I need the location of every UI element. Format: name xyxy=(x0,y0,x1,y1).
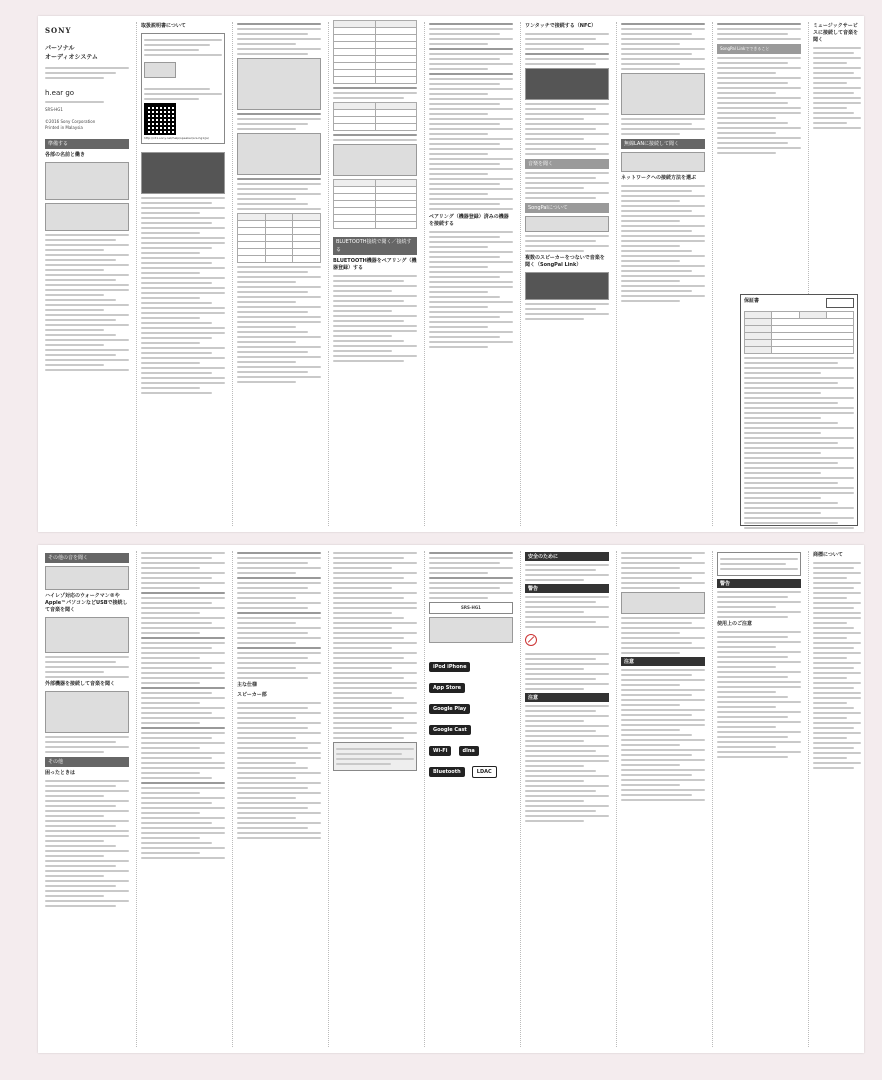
speaker-diagram-top xyxy=(45,203,129,231)
songpal-diagram xyxy=(525,216,609,232)
section-parts: 各部の名前と働き xyxy=(45,152,86,158)
app-store-badge: App Store xyxy=(429,683,465,693)
power-button-diagram xyxy=(237,133,321,175)
section-bt-pair: BLUETOOTH機器をペアリング（機器登録）する xyxy=(333,258,417,271)
usb-diagram xyxy=(45,617,129,653)
bluetooth-badge: Bluetooth xyxy=(429,767,465,777)
setup-column xyxy=(234,16,324,532)
warning-bar-2: 警告 xyxy=(717,579,801,588)
google-cast-badge: Google Cast xyxy=(429,725,471,735)
printed-in: Printed in Malaysia xyxy=(45,125,83,130)
model-code: SRS-HG1 xyxy=(45,107,63,112)
section-troubleshoot: 困ったときは xyxy=(45,770,76,776)
section-license: 商標について xyxy=(813,552,843,558)
indicator-table xyxy=(237,213,321,263)
prohibited-icon xyxy=(525,634,537,646)
section-network: ネットワークへの接続方法を選ぶ xyxy=(621,175,697,181)
function-table xyxy=(333,20,417,84)
notice-box xyxy=(717,552,801,576)
section-songpal: SongPalについて xyxy=(525,203,609,213)
section-hires: ハイレゾ対応のウォークマン®やApple™パソコンなどUSBで接続して音楽を聞く xyxy=(45,593,128,613)
license-column xyxy=(810,545,864,1053)
speaker-photo xyxy=(141,152,225,194)
section-music: 音楽を聞く xyxy=(525,159,609,169)
section-bt-connect: BLUETOOTH接続で聞く／接続する xyxy=(333,237,417,255)
section-other: その他の音を聞く xyxy=(45,553,129,563)
model-box: SRS-HG1 xyxy=(429,602,513,614)
label-diagram xyxy=(429,617,513,643)
section-notes: 使用上のご注意 xyxy=(717,621,753,627)
product-title-line2: オーディオシステム xyxy=(45,54,98,61)
pairing-column: ペアリング（機器登録）済みの機器を接続する xyxy=(426,16,516,532)
section-music-service: ミュージックサービスに接続して音楽を聞く xyxy=(813,23,859,43)
product-title-line1: パーソナル xyxy=(45,45,75,52)
spec-column xyxy=(234,545,324,1053)
nfc-column xyxy=(522,16,612,532)
caution-bar-2: 注意 xyxy=(621,657,705,666)
speaker-diagram xyxy=(45,162,129,200)
section-others: その他 xyxy=(45,757,129,767)
songpal-link-photo xyxy=(525,272,609,300)
wifi-column xyxy=(618,16,708,532)
nfc-photo xyxy=(525,68,609,100)
help-heading: 取扱説明書について xyxy=(141,23,186,29)
qr-code-icon xyxy=(144,103,176,135)
caution-bar: 注意 xyxy=(525,693,609,702)
dlna-badge: dlna xyxy=(459,746,479,756)
section-wifi: 無線LANに接続して聞く xyxy=(621,139,705,149)
help-url[interactable]: http://rd1.sony.net/help/speaker/srs-hg1/ja/ xyxy=(144,136,209,140)
section-speaker: スピーカー部 xyxy=(237,692,267,698)
section-spec: 主な仕様 xyxy=(237,682,258,688)
section-nfc: ワンタッチで接続する（NFC） xyxy=(525,23,597,29)
recycle-box xyxy=(333,742,417,771)
product-logo: h.ear go xyxy=(45,89,75,97)
notes-column xyxy=(714,545,804,1053)
manual-sheet-back xyxy=(38,545,864,1053)
section-external: 外部機器を接続して音楽を聞く xyxy=(45,681,116,687)
badge-column xyxy=(426,545,516,1053)
cover-column xyxy=(42,16,132,532)
ipod-iphone-badge: iPod iPhone xyxy=(429,662,470,672)
warranty-title: 保証書 xyxy=(744,298,760,304)
warranty-card xyxy=(740,294,858,526)
wifi-diagram xyxy=(621,152,705,172)
help-column xyxy=(138,16,228,532)
section-safety: 安全のために xyxy=(525,552,609,561)
app-screen-diagram xyxy=(621,73,705,115)
other-sound-diagram xyxy=(45,566,129,590)
warning-column xyxy=(618,545,708,1053)
safety-column xyxy=(522,545,612,1053)
warning-bar: 警告 xyxy=(525,584,609,593)
help-box xyxy=(141,33,225,144)
brand-logo: SONY xyxy=(45,26,72,35)
ldac-badge: LDAC xyxy=(472,766,497,778)
app-column: SongPal Linkでできること xyxy=(714,16,804,532)
copyright: ©2016 Sony Corporation xyxy=(45,119,96,124)
spec-column-2 xyxy=(330,545,420,1053)
trouble-column xyxy=(138,545,228,1053)
external-diagram xyxy=(45,691,129,733)
other-sound-column xyxy=(42,545,132,1053)
wifi-badge: Wi-Fi xyxy=(429,746,451,756)
manual-sheet-front xyxy=(38,16,864,532)
charging-diagram xyxy=(237,58,321,110)
google-play-badge: Google Play xyxy=(429,704,470,714)
table-column xyxy=(330,16,420,532)
section-prepare: 準備する xyxy=(45,139,129,149)
connection-diagram xyxy=(333,144,417,176)
section-songpal-link: 複数のスピーカーをつないで音楽を聞く（SongPal Link） xyxy=(525,255,605,268)
